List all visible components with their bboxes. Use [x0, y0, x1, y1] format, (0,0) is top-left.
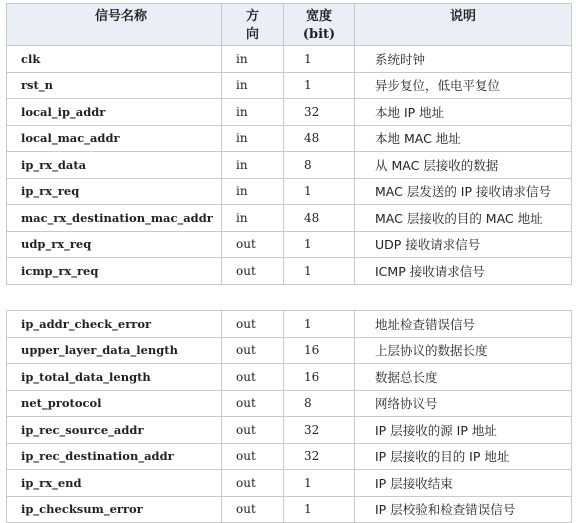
- header-direction: [222, 4, 284, 46]
- signal-name-cell: mac_rx_destination_mac_addr: [7, 205, 222, 232]
- direction-cell: out: [222, 417, 284, 444]
- table-row: [7, 178, 572, 205]
- table-row: [7, 152, 572, 179]
- bit-width-cell: 8: [284, 152, 355, 179]
- signal-name-cell: udp_rx_req: [7, 231, 222, 258]
- table-row: [7, 470, 572, 497]
- bit-width-cell: 32: [284, 417, 355, 444]
- table-row: [7, 72, 572, 99]
- direction-cell: out: [222, 470, 284, 497]
- direction-cell: out: [222, 311, 284, 338]
- table-row: [7, 258, 572, 285]
- direction-cell: out: [222, 390, 284, 417]
- description-cell: 地址检查错误信号: [355, 311, 572, 338]
- signal-name-cell: local_mac_addr: [7, 125, 222, 152]
- direction-cell: out: [222, 258, 284, 285]
- description-cell: 数据总长度: [355, 364, 572, 391]
- bit-width-cell: 1: [284, 231, 355, 258]
- description-cell: 系统时钟: [355, 46, 572, 73]
- description-cell: 本地 IP 地址: [355, 99, 572, 126]
- table-row: [7, 496, 572, 523]
- bit-width-cell: 48: [284, 205, 355, 232]
- table-row: [7, 99, 572, 126]
- table-row: [7, 311, 572, 338]
- bit-width-cell: 16: [284, 337, 355, 364]
- header-direction-text: 方向: [245, 9, 259, 42]
- bit-width-cell: 1: [284, 470, 355, 497]
- direction-cell: in: [222, 125, 284, 152]
- direction-cell: in: [222, 178, 284, 205]
- description-cell: 网络协议号: [355, 390, 572, 417]
- description-cell: IP 层接收的源 IP 地址: [355, 417, 572, 444]
- description-cell: IP 层校验和检查错误信号: [355, 496, 572, 523]
- bit-width-cell: 1: [284, 72, 355, 99]
- description-cell: IP 层接收结束: [355, 470, 572, 497]
- signal-name-cell: upper_layer_data_length: [7, 337, 222, 364]
- bit-width-cell: 1: [284, 178, 355, 205]
- table-row: [7, 231, 572, 258]
- group-separator-cell: [7, 284, 572, 311]
- direction-cell: in: [222, 72, 284, 99]
- table-row: [7, 46, 572, 73]
- direction-cell: out: [222, 496, 284, 523]
- group-separator: [7, 284, 572, 311]
- direction-cell: out: [222, 364, 284, 391]
- signal-table: [6, 3, 572, 523]
- header-width-line2: (bit): [302, 27, 336, 42]
- bit-width-cell: 16: [284, 364, 355, 391]
- table-row: [7, 364, 572, 391]
- description-cell: 上层协议的数据长度: [355, 337, 572, 364]
- description-cell: UDP 接收请求信号: [355, 231, 572, 258]
- signal-name-cell: ip_rec_source_addr: [7, 417, 222, 444]
- direction-cell: out: [222, 443, 284, 470]
- signal-name-cell: clk: [7, 46, 222, 73]
- description-cell: IP 层接收的目的 IP 地址: [355, 443, 572, 470]
- bit-width-cell: 1: [284, 496, 355, 523]
- direction-cell: in: [222, 99, 284, 126]
- description-cell: ICMP 接收请求信号: [355, 258, 572, 285]
- bit-width-cell: 32: [284, 99, 355, 126]
- signal-name-cell: ip_rec_destination_addr: [7, 443, 222, 470]
- bit-width-cell: 32: [284, 443, 355, 470]
- table-body: [7, 46, 572, 523]
- table-row: [7, 417, 572, 444]
- header-width-line1: 宽度: [305, 9, 332, 24]
- signal-name-cell: ip_checksum_error: [7, 496, 222, 523]
- signal-name-cell: net_protocol: [7, 390, 222, 417]
- direction-cell: in: [222, 46, 284, 73]
- bit-width-cell: 8: [284, 390, 355, 417]
- description-cell: 异步复位，低电平复位: [355, 72, 572, 99]
- signal-name-cell: rst_n: [7, 72, 222, 99]
- bit-width-cell: 1: [284, 258, 355, 285]
- signal-name-cell: icmp_rx_req: [7, 258, 222, 285]
- header-row: [7, 4, 572, 46]
- table-row: [7, 125, 572, 152]
- table-row: [7, 390, 572, 417]
- bit-width-cell: 1: [284, 46, 355, 73]
- description-cell: MAC 层发送的 IP 接收请求信号: [355, 178, 572, 205]
- header-signal-name: 信号名称: [7, 4, 222, 46]
- bit-width-cell: 48: [284, 125, 355, 152]
- signal-name-cell: ip_addr_check_error: [7, 311, 222, 338]
- signal-name-cell: ip_rx_end: [7, 470, 222, 497]
- header-width: [284, 4, 355, 46]
- table-header: [7, 4, 572, 46]
- description-cell: MAC 层接收的目的 MAC 地址: [355, 205, 572, 232]
- direction-cell: out: [222, 231, 284, 258]
- description-cell: 本地 MAC 地址: [355, 125, 572, 152]
- table-row: [7, 337, 572, 364]
- table-row: [7, 443, 572, 470]
- signal-name-cell: local_ip_addr: [7, 99, 222, 126]
- table-row: [7, 205, 572, 232]
- signal-name-cell: ip_rx_data: [7, 152, 222, 179]
- direction-cell: in: [222, 152, 284, 179]
- header-description: 说明: [355, 4, 572, 46]
- signal-name-cell: ip_rx_req: [7, 178, 222, 205]
- bit-width-cell: 1: [284, 311, 355, 338]
- signal-name-cell: ip_total_data_length: [7, 364, 222, 391]
- description-cell: 从 MAC 层接收的数据: [355, 152, 572, 179]
- direction-cell: in: [222, 205, 284, 232]
- direction-cell: out: [222, 337, 284, 364]
